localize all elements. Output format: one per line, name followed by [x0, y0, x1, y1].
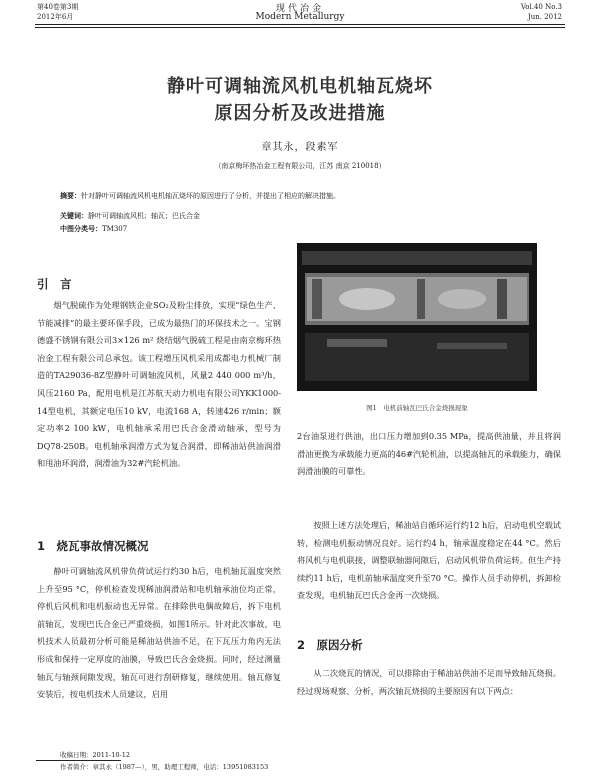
keywords-text: 静叶可调轴流风机；轴瓦；巴氏合金	[88, 212, 200, 220]
section1-paragraph: 静叶可调轴流风机带负荷试运行约30 h后，电机轴瓦温度突然上升至95 °C，停机检查发现稀油润滑站和电机轴承油位均正常，停机后风机和电机振动也无异常。在排除供电偶故障后，拆下电机前轴瓦，发现巴氏合金已严重烧损，如图1所示。针对此次事故，电机技术人员最初分析可能是稀油站供油不足，在下瓦压力角内无法形成和保持一定厚度的油膜，导致巴氏合金烧损。同时，经过测量轴瓦与轴颈间隙发现，轴瓦可进行刮研修复，继续使用。轴瓦修复安装后，按电机技术人员建议，启用	[37, 566, 281, 700]
figure1-photo	[297, 243, 537, 391]
section2-heading: 2 原因分析	[297, 638, 363, 652]
header-rule	[35, 24, 565, 25]
clc-number	[60, 223, 540, 235]
section-intro-heading: 引 言	[37, 277, 72, 291]
keywords-label: 关键词：	[60, 211, 88, 220]
abstract	[60, 190, 540, 202]
right-column-text2: 按照上述方法处理后，稀油站自循环运行约12 h后，启动电机空载试转，检测电机振动情况良好。运行约4 h，轴承温度稳定在44 °C。然后将风机与电机联接，调整联轴器间隙后，启动风机带负荷运转。但生产持续约11 h后，电机前轴承温度突升至70 °C。操作人员手动停机，拆卸检查发现，电机轴瓦巴氏合金再一次烧损。	[297, 520, 561, 601]
footnote-received: 收稿日期：2011-10-12	[60, 751, 130, 759]
header-vol-en: Vol.40 No.3	[520, 3, 562, 11]
right-column-para2	[297, 517, 561, 627]
section1-body	[37, 563, 281, 755]
clc-label: 中图分类号：	[60, 224, 102, 233]
article-title-line1: 静叶可调轴流风机电机轴瓦烧坏	[167, 76, 433, 97]
section-intro-body	[37, 297, 281, 529]
keywords	[60, 210, 540, 222]
header-date-en: Jun. 2012	[527, 13, 562, 21]
section-intro-paragraph: 烟气脱硫作为处理钢铁企业SO₂及粉尘排放，实现“绿色生产、节能减排”的最主要环保手段，已成为最热门的环保技术之一。宝钢德盛不锈钢有限公司3×126 m² 烧结烟气脱硫工程是由南京梅环热冶金工程有限公司总承包。该工程增压风机采用成都电力机械厂制造的TA29036-8Z型静叶可调轴流风机，风量2 440 000 m³/h，风压2160 Pa，配用电机是江苏航天动力机电有限公司YKK1000-14型电机，其额定电压10 kV，电流168 A，转速426 r/min；额定功率2 100 kW，电机轴承采用巴氏合金滑动轴承，型号为DQ78-250B。电机轴承润滑方式为复合润滑，即稀油站供油润滑和甩油环润滑，润滑油为32#汽轮机油。	[37, 300, 281, 469]
journal-title-cn: 现代冶金	[275, 4, 324, 14]
header-date: 2012年6月	[37, 13, 74, 21]
article-title-line2: 原因分析及改进措施	[214, 103, 386, 124]
abstract-label: 摘要：	[60, 191, 81, 200]
burned-bearing-image	[297, 243, 537, 391]
figure1-caption: 图1 电机前轴瓦巴氏合金烧损现象	[366, 404, 468, 412]
section2-body	[297, 665, 561, 721]
right-column-para1	[297, 428, 561, 518]
header-volume: 第40卷第3期	[37, 3, 79, 11]
authors: 章其永，段素军	[261, 142, 339, 153]
section2-paragraph: 从二次烧瓦的情况，可以排除由于稀油站供油不足而导致轴瓦烧损。经过现场观察、分析，两次轴瓦烧损的主要原因有以下两点：	[297, 668, 561, 696]
footnote-rule	[36, 760, 121, 761]
right-column-text1: 2台油泵进行供油，出口压力增加到0.35 MPa，提高供油量，并且将润滑油更换为承载能力更高的46#汽轮机油，以提高轴瓦的承载能力，确保润滑油膜的可靠性。	[297, 431, 561, 477]
abstract-text: 针对静叶可调轴流风机电机轴瓦烧坏的原因进行了分析，并提出了相应的解决措施。	[81, 192, 340, 200]
section1-heading: 1 烧瓦事故情况概况	[37, 539, 149, 553]
header-rule-thin	[35, 27, 565, 28]
journal-title-en: Modern Metallurgy	[255, 12, 345, 22]
clc-text: TM307	[102, 225, 128, 233]
footnote-author-info: 作者简介：章其永（1987—），男，助理工程师，电话：13951083153	[60, 763, 269, 771]
affiliation: （南京梅环热冶金工程有限公司，江苏 南京 210018）	[214, 162, 386, 170]
